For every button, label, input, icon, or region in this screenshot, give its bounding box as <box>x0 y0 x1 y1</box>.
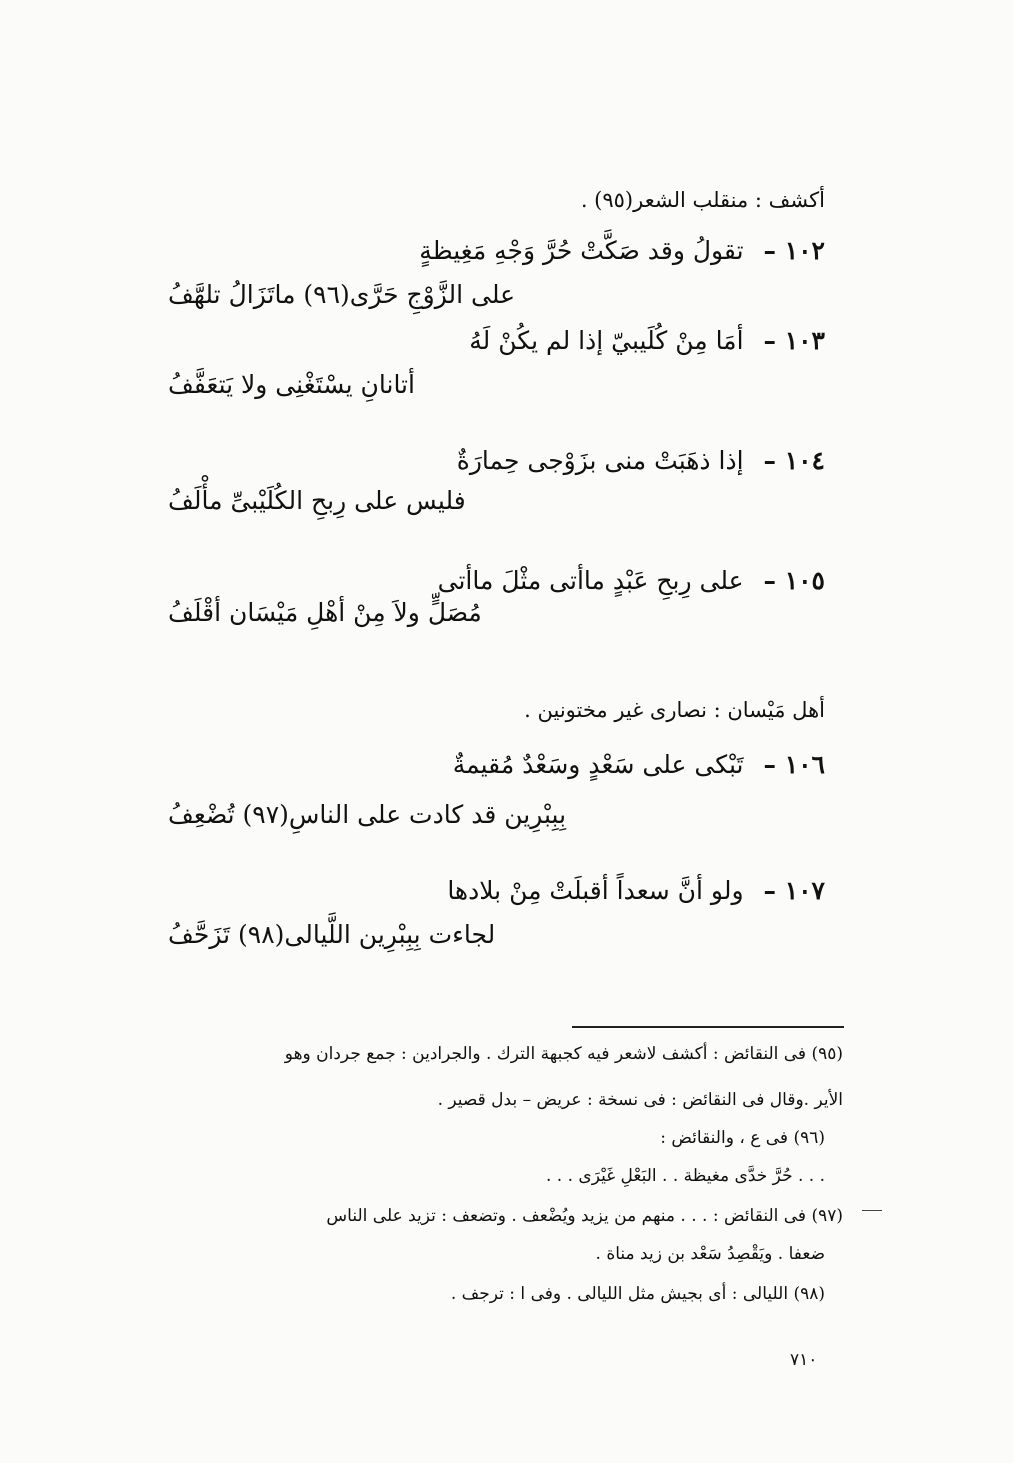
footnote-96-quote: . . . حُرَّ خدَّى مغيظة . . البَعْلِ غَيْرَى . . . <box>545 1166 825 1186</box>
footnote-96: (٩٦) فى ع ، والنقائض : <box>660 1128 825 1148</box>
verse-text: إذا ذهَبَتْ منى بزَوْجى حِمارَةٌ <box>456 446 744 475</box>
verse-103-second-hemistich: أتانانِ يسْتَغْنِى ولا يَتعَفَّفُ <box>168 370 415 399</box>
verse-104-first-hemistich <box>457 446 825 475</box>
verse-103-first-hemistich <box>469 326 825 355</box>
verse-106-second-hemistich: بِبِبْرِين قد كادت على الناسِ(٩٧) تُضْعِفُ <box>168 800 567 829</box>
verse-105-second-hemistich: مُصَلٍّ ولاَ مِنْ أهْلِ مَيْسَان أقْلَفُ <box>168 598 482 627</box>
footnote-separator <box>572 1026 844 1028</box>
verse-105-first-hemistich <box>438 566 825 595</box>
verse-text: أمَا مِنْ كُلَيبيّ إذا لم يكُنْ لَهُ <box>469 326 744 355</box>
verse-text: ولو أنَّ سعداً أقبلَتْ مِنْ بلادها <box>447 876 744 905</box>
verse-107-second-hemistich: لجاءت بِبِبْرِين اللَّيالى(٩٨) تَزَحَّفُ <box>168 920 496 949</box>
verse-number: ١٠٥ – <box>763 566 825 595</box>
footnote-95-continued: الأير .وقال فى النقائض : فى نسخة : عريض – بدل قصير . <box>437 1090 843 1110</box>
meisan-gloss: أهل مَيْسان : نصارى غير مختونين . <box>524 698 825 722</box>
footnote-97: (٩٧) فى النقائض : . . . منهم من يزيد ويُضْعف . وتضعف : تزيد على الناس <box>326 1206 843 1226</box>
verse-106-first-hemistich <box>453 750 825 779</box>
verse-104-second-hemistich: فليس على رِبحِ الكُلَيْبىِّ مأْلَفُ <box>168 486 466 515</box>
footnote-98: (٩٨) الليالى : أى بجيش مثل الليالى . وفى ا : ترجف . <box>450 1284 825 1304</box>
verse-text: تَبْكى على سَعْدٍ وسَعْدٌ مُقيمةٌ <box>452 750 744 779</box>
intro-gloss: أكشف : منقلب الشعر(٩٥) . <box>580 188 825 212</box>
verse-number: ١٠٤ – <box>763 446 825 475</box>
page-number: ٧١٠ <box>790 1350 818 1370</box>
footnote-95: (٩٥) فى النقائض : أكشف لاشعر فيه كجبهة الترك . والجرادين : جمع جردان وهو <box>284 1044 843 1064</box>
verse-107-first-hemistich <box>447 876 825 905</box>
verse-number: ١٠٦ – <box>763 750 825 779</box>
verse-102-first-hemistich <box>419 236 825 265</box>
footnote-97-continued: ضعفا . ويَقْصِدُ سَعْد بن زيد مناة . <box>595 1244 825 1264</box>
verse-number: ١٠٢ – <box>763 236 825 265</box>
verse-text: على رِبحِ عَبْدٍ ماأتى مثْلَ ماأتى <box>437 566 744 595</box>
verse-102-second-hemistich: على الزَّوْجِ حَرَّى(٩٦) ماتَزَالُ تلهَّفُ <box>168 280 516 309</box>
margin-mark <box>862 1210 882 1211</box>
verse-number: ١٠٣ – <box>763 326 825 355</box>
verse-text: تقولُ وقد صَكَّتْ حُرَّ وَجْهِ مَغِيظةٍ <box>419 236 744 265</box>
verse-number: ١٠٧ – <box>763 876 825 905</box>
